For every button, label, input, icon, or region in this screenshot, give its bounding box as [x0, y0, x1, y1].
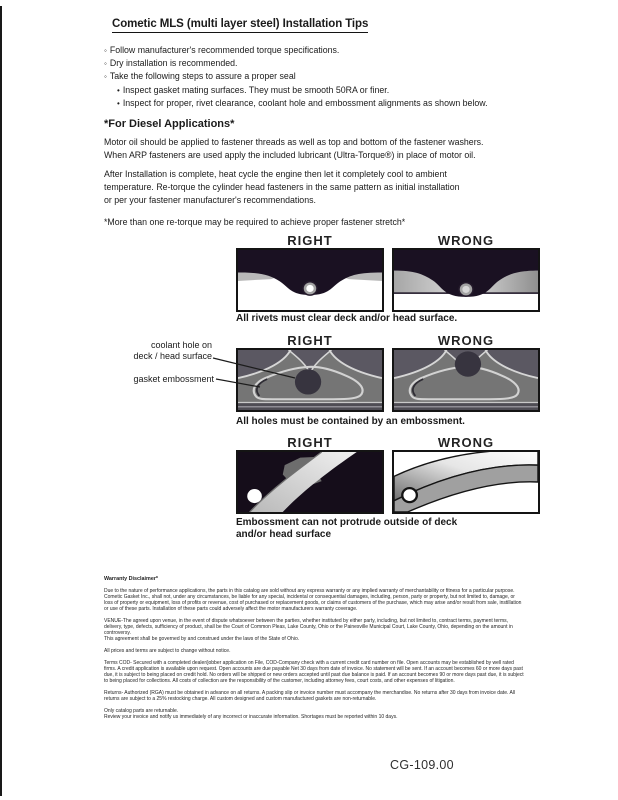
diesel-heading: *For Diesel Applications*	[104, 118, 235, 130]
hole-containment-wrong-illustration	[394, 350, 538, 410]
leader-lines	[104, 338, 304, 398]
diagram1-wrong-panel	[392, 248, 540, 312]
diagram1-right-label: RIGHT	[287, 233, 333, 248]
tip-text: Take the following steps to assure a proper seal	[109, 71, 296, 82]
sub-bullet-icon: •	[117, 98, 120, 108]
legal-paragraph: Returns- Authorized (RGA) must be obtained in advance on all returns. A packing slip or invoice number must accompany the merchandise. No returns after 30 days from invoice date. All returns are subject to a 25% restocking charge. All custom designed and custom manufactured gaskets are non-returnable.	[104, 690, 516, 702]
diesel-paragraph-2: After Installation is complete, heat cycle the engine then let it completely cool to ambient temperature. Re-torque the cylinder head fasteners in the same pattern as initial installation or per your fastener manufacturer's recommendations.	[104, 169, 460, 205]
bullet-icon: ◦	[104, 59, 107, 69]
diagram2-right-label: RIGHT	[287, 333, 333, 348]
diagram3-caption: Embossment can not protrude outside of deck and/or head surface	[236, 517, 458, 540]
bullet-icon: ◦	[104, 46, 107, 55]
legal-paragraph: Review your invoice and notify us immediately of any incorrect or inaccurate information. Shortages must be reported within 10 days.	[104, 714, 398, 720]
tip-item	[104, 44, 488, 57]
diagram3-wrong-label: WRONG	[437, 435, 495, 450]
diesel-section	[104, 118, 544, 229]
diagram2-wrong-label: WRONG	[437, 333, 495, 348]
diagram1-caption: All rivets must clear deck and/or head surface.	[236, 313, 458, 324]
coolant-hole-icon	[455, 351, 481, 376]
diagram3-wrong-panel	[392, 450, 540, 514]
protrusion-right-illustration	[238, 452, 382, 512]
page-title: Cometic MLS (multi layer steel) Installation Tips	[112, 18, 368, 33]
tips-list	[104, 44, 488, 110]
diagram2-wrong-panel	[392, 348, 540, 412]
tip-text: Dry installation is recommended.	[109, 58, 238, 69]
legal-paragraph: Only catalog parts are returnable.	[104, 708, 179, 714]
diagram2-caption: All holes must be contained by an embossment.	[236, 416, 465, 427]
tip-sub-item	[104, 84, 488, 97]
doc-number: CG-109.00	[390, 758, 454, 772]
retorque-note: *More than one re-torque may be required to achieve proper fastener stretch*	[104, 217, 406, 227]
bolt-hole-icon	[247, 489, 262, 503]
legal-paragraph: This agreement shall be governed by and construed under the laws of the State of Ohio.	[104, 636, 300, 642]
tip-sub-item	[104, 97, 488, 110]
tip-text: Inspect for proper, rivet clearance, coolant hole and embossment alignments as shown below.	[122, 97, 488, 108]
rivet-clearance-wrong-illustration	[394, 250, 538, 310]
rivet-clearance-right-illustration	[238, 250, 382, 310]
legal-paragraph: Terms COD- Secured with a completed dealer/jobber application on File, COD-Company check with a current credit card number on file. Open accounts may be established by well rated firms. A credit application is available upon request. Open accounts are due payable Net 30 days from date of invoice. No statement will be sent. If an account becomes 60 or more days past due, it is subject to being placed on credit hold. No orders will be shipped or new orders accepted until past due balance is paid. If an account becomes 90 or more days past due, it is subject to being placed for collections. All costs of collection are the responsibility of the customer, including attorney fees, court costs, and other expenses of litigation.	[104, 660, 524, 684]
bullet-icon: ◦	[104, 72, 107, 82]
tip-text: Inspect gasket mating surfaces. They must be smooth 50RA or finer.	[122, 84, 390, 95]
legal-section	[104, 576, 524, 726]
legal-paragraph: All prices and terms are subject to change without notice.	[104, 648, 231, 654]
diagram3-right-label: RIGHT	[287, 435, 333, 450]
scan-edge-line	[0, 6, 2, 796]
diesel-paragraph-1: Motor oil should be applied to fastener threads as well as top and bottom of the fastener washers. When ARP fasteners are used apply the included lubricant (Ultra-Torque®) in place of motor oil.	[104, 137, 484, 160]
diagram1-wrong-label: WRONG	[437, 233, 495, 248]
diagram1-right-panel	[236, 248, 384, 312]
legal-paragraph: VENUE-The agreed upon venue, in the event of dispute whatsoever between the parties, whether instituted by either party, including, but not limited to, contract terms, payment terms, delivery, type, defects, sufficiency of product, shall be the Court of Common Pleas, Lake County, Ohio or the Painesville Municipal Court, Lake County, Ohio, depending on the amount in controversy.	[104, 618, 513, 636]
bolt-hole-icon	[402, 488, 417, 502]
tip-item	[104, 70, 488, 83]
tip-text: Follow manufacturer's recommended torque specifications.	[109, 45, 340, 55]
diagram3-right-panel	[236, 450, 384, 514]
warranty-disclaimer-heading: Warranty Disclaimer*	[104, 576, 159, 582]
gasket-embossment-label: gasket embossment	[133, 374, 214, 384]
sub-bullet-icon: •	[117, 85, 120, 95]
tip-item	[104, 57, 488, 70]
legal-paragraph: Due to the nature of performance applications, the parts in this catalog are sold without any express warranty or any implied warranty of merchantability or fitness for a particular purpose. Cometic Gasket Inc., shall not, under any circumstances, be liable for any special, incidental or consequential damages, including, person, party or property, but not limited to, damage, or loss of property or equipment, loss of profits or revenue, cost of purchased or replacement goods, or claims of customers of the purchase, which may arise and/or result from sale, instillation or use of these parts. Installation of these parts could adversely affect the motor manufacturers warranty coverage.	[104, 588, 522, 612]
coolant-hole-label: coolant hole on deck / head surface	[133, 340, 212, 361]
protrusion-wrong-illustration	[394, 452, 538, 512]
